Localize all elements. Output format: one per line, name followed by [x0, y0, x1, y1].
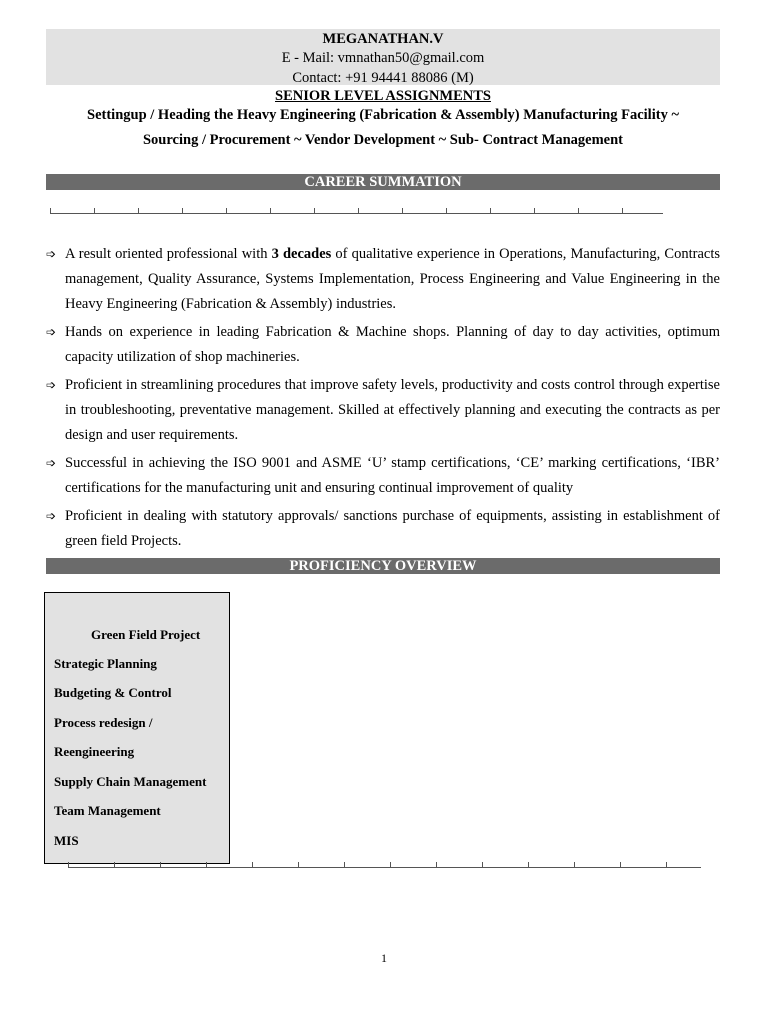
resume-header — [46, 29, 720, 85]
proficiency-item: Supply Chain Management — [54, 774, 207, 789]
proficiency-overview-heading: PROFICIENCY OVERVIEW — [46, 558, 720, 574]
proficiency-box — [44, 592, 230, 864]
list-item: ➩ A result oriented professional with 3 decades of qualitative experience in Operations, Manufacturing, Contracts management, Quality Assurance, Systems Implementation, Process Engineering and Value Engineering in the Heavy Engineering (Fabrication & Assembly) industries. — [46, 242, 720, 317]
arrow-bullet-icon: ➩ — [46, 509, 57, 523]
senior-level-title: SENIOR LEVEL ASSIGNMENTS — [275, 88, 491, 104]
proficiency-item: Reengineering — [54, 744, 135, 759]
proficiency-item: Strategic Planning — [54, 656, 157, 671]
career-summation-heading: CAREER SUMMATION — [46, 174, 720, 190]
list-item: ➩ Proficient in dealing with statutory approvals/ sanctions purchase of equipments, assisting in establishment of green field Projects. — [46, 504, 720, 554]
arrow-bullet-icon: ➩ — [46, 378, 57, 392]
list-item: ➩ Proficient in streamlining procedures that improve safety levels, productivity and costs control through expertise in troubleshooting, preventative management. Skilled at effectively planning and executing the contracts as per design and user requirements. — [46, 373, 720, 448]
proficiency-item: Green Field Project — [91, 627, 201, 642]
arrow-bullet-icon: ➩ — [46, 247, 57, 261]
page-number: 1 — [381, 951, 387, 965]
arrow-bullet-icon: ➩ — [46, 456, 57, 470]
candidate-name: MEGANATHAN.V — [322, 31, 444, 47]
senior-level-line-1: Settingup / Heading the Heavy Engineering (Fabrication & Assembly) Manufacturing Facility ~ — [87, 107, 679, 123]
proficiency-item: Process redesign / — [54, 715, 153, 730]
arrow-bullet-icon: ➩ — [46, 325, 57, 339]
list-item: ➩ Successful in achieving the ISO 9001 and ASME ‘U’ stamp certifications, ‘CE’ marking certifications, ‘IBR’ certifications for the manufacturing unit and ensuring continual improvement of quality — [46, 451, 720, 501]
proficiency-item: Team Management — [54, 803, 161, 818]
contact-line: Contact: +91 94441 88086 (M) — [292, 70, 474, 86]
proficiency-item: MIS — [54, 833, 79, 848]
proficiency-item: Budgeting & Control — [54, 685, 172, 700]
list-item: ➩ Hands on experience in leading Fabrication & Machine shops. Planning of day to day activities, optimum capacity utilization of shop machineries. — [46, 320, 720, 370]
email-line: E - Mail: vmnathan50@gmail.com — [281, 50, 485, 66]
career-bullet-list — [46, 242, 720, 557]
senior-level-line-2: Sourcing / Procurement ~ Vendor Development ~ Sub- Contract Management — [142, 132, 623, 148]
